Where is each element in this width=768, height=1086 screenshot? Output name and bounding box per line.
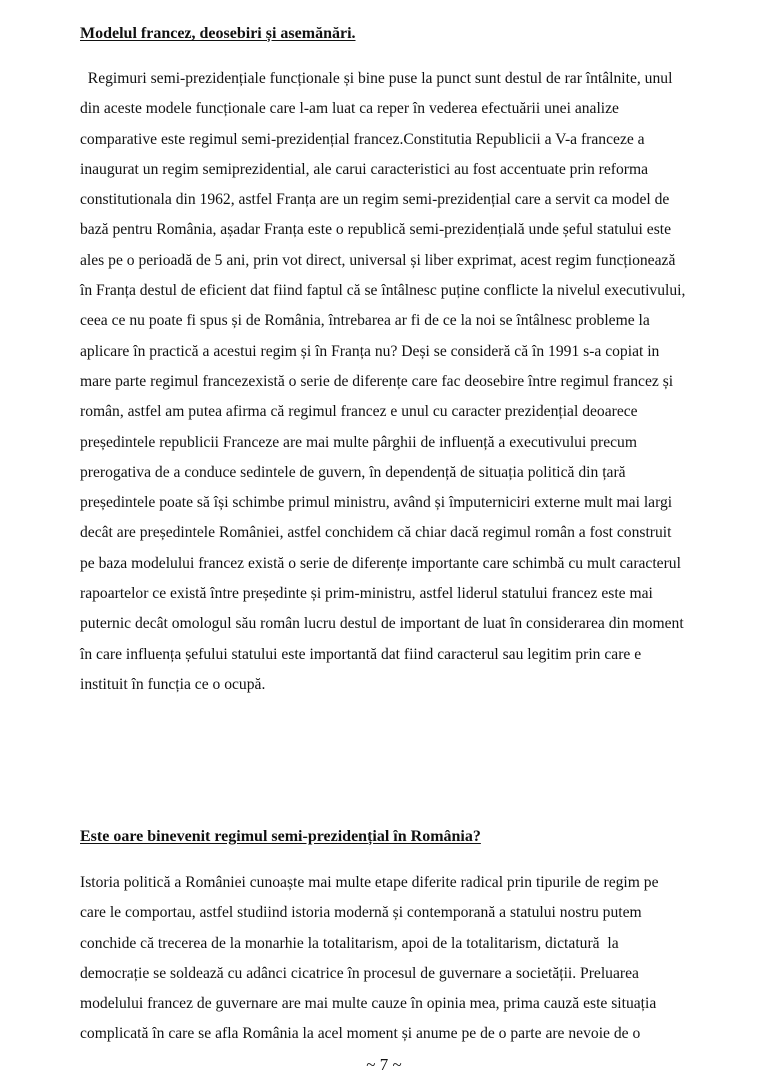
text-line: bază pentru România, așadar Franța este o republică semi-prezidențială unde șeful statului este <box>80 221 672 239</box>
text-line: aplicare în practică a acestui regim și în Franța nu? Deși se consideră că în 1991 s-a copiat in <box>80 342 660 360</box>
text-line: Regimuri semi-prezidențiale funcționale și bine puse la punct sunt destul de rar întâlnite, unul <box>80 70 673 87</box>
text-line: democrație se soldează cu adânci cicatrice în procesul de guvernare a societății. Preluarea <box>80 964 639 982</box>
text-line: puternic decât omologul său român lucru destul de important de luat în considerarea din moment <box>80 615 684 633</box>
text-line: comparative este regimul semi-prezidențial francez.Constitutia Republicii a V-a franceze a <box>80 130 645 148</box>
text-line: pe baza modelului francez există o serie de diferențe importante care schimbă cu mult caracterul <box>80 554 681 572</box>
text-line: modelului francez de guvernare are mai multe cauze în opinia mea, prima cauză este situația <box>80 995 657 1013</box>
section-heading-romania: Este oare binevenit regimul semi-prezidențial în România? <box>80 828 481 845</box>
text-line: decât are președintele României, astfel conchidem că chiar dacă regimul român a fost construit <box>80 524 672 542</box>
text-line: conchide că trecerea de la monarhie la totalitarism, apoi de la totalitarism, dictatură la <box>80 934 619 952</box>
text-line: rapoartelor ce există între președinte și prim-ministru, astfel liderul statului francez este mai <box>80 585 653 603</box>
text-line: în Franța destul de eficient dat fiind faptul că se întâlnesc puține conflicte la nivelul executivului, <box>80 282 686 300</box>
text-line: inaugurat un regim semiprezidential, ale carui caracteristici au fost accentuate prin reforma <box>80 160 649 178</box>
text-line: din aceste modele funcționale care l-am luat ca reper în vederea efectuării unei analize <box>80 100 619 118</box>
text-line: prerogativa de a conduce sedintele de guvern, în dependență de situația politică din țară <box>80 463 626 481</box>
text-line: în care influența șefului statului este importantă dat fiind caracterul sau legitim prin care e <box>80 645 642 663</box>
paragraph-romania <box>80 868 760 1050</box>
text-line: mare parte regimul francezexistă o serie de diferențe care fac deosebire între regimul francez și <box>80 372 674 390</box>
text-line: instituit în funcția ce o ocupă. <box>80 675 266 693</box>
page-number: ~ 7 ~ <box>366 1055 402 1074</box>
text-line: ales pe o perioadă de 5 ani, prin vot direct, universal și liber exprimat, acest regim funcționează <box>80 251 676 269</box>
text-line: complicată în care se afla România la acel moment și anume pe de o parte are nevoie de o <box>80 1025 641 1043</box>
section-heading-french-model: Modelul francez, deosebiri și asemănări. <box>80 25 356 42</box>
text-line: român, astfel am putea afirma că regimul francez e unul cu caracter prezidențial deoarece <box>80 403 638 421</box>
text-line: constitutionala din 1962, astfel Franța are un regim semi-prezidențial care a servit ca model de <box>80 191 670 209</box>
text-line: președintele republicii Franceze are mai multe pârghii de influență a executivului precum <box>80 433 637 451</box>
text-line: Istoria politică a României cunoaște mai multe etape diferite radical prin tipurile de regim pe <box>80 874 659 891</box>
text-line: care le comportau, astfel studiind istoria modernă și contemporană a statului nostru putem <box>80 904 642 922</box>
text-line: ceea ce nu poate fi spus și de România, întrebarea ar fi de ce la noi se întâlnesc probleme la <box>80 312 650 330</box>
paragraph-french-model <box>80 64 760 700</box>
text-line: președintele poate să își schimbe primul ministru, având și împuterniciri externe mult mai largi <box>80 494 673 512</box>
